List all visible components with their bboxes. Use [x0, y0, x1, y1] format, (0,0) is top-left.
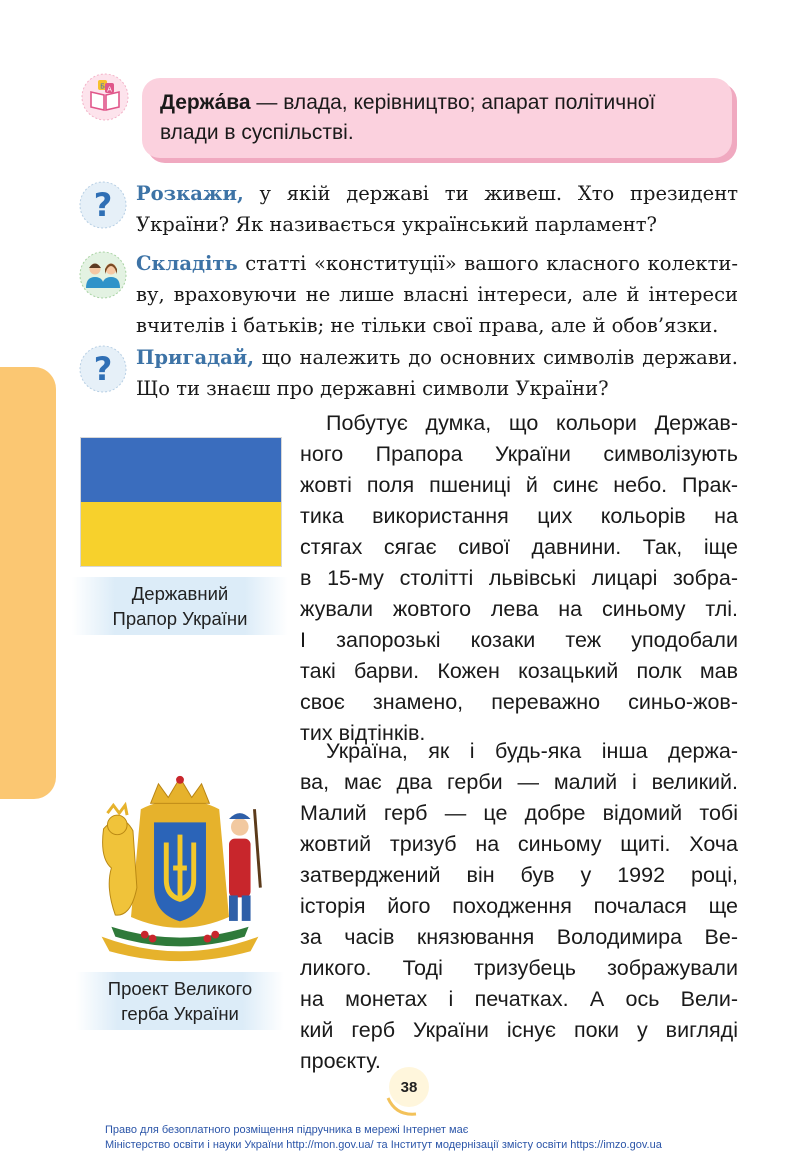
text-line: ликого. Тоді тризубець зображували	[300, 956, 738, 980]
task-text: ву, враховуючи не лише власні інтереси, але й інтереси	[136, 283, 738, 306]
flag-caption	[72, 577, 288, 635]
text-line: тика використання цих кольорів на	[300, 504, 738, 528]
task-keyword: Складіть	[136, 252, 238, 275]
text-line: за часів князювання Володимира Ве-	[300, 925, 738, 949]
ukraine-flag	[80, 437, 282, 567]
text-line: Україна, як і будь-яка інша держа-	[326, 739, 738, 763]
coat-of-arms-caption	[76, 972, 284, 1030]
caption-line: Проект Великого	[107, 978, 253, 999]
text-line: ного Прапора України символізують	[300, 442, 738, 466]
text-line: І запорозькі козаки теж уподобали	[300, 628, 738, 652]
footer-line: Міністерство освіти і науки України http://mon.gov.ua/ та Інститут модернізації змісту освіти https://imzo.gov.ua	[105, 1139, 662, 1151]
text-line: ва, має два герби — малий і великий.	[300, 770, 738, 794]
footer-line: Право для безоплатного розміщення підручника в мережі Інтернет має	[105, 1124, 469, 1136]
task-text: статті «конституції» вашого класного колекти-	[237, 252, 738, 275]
paragraph-coat-of-arms	[300, 736, 738, 1077]
svg-text:А: А	[107, 85, 112, 94]
text-line: жовтий тризуб на синьому щиті. Хоча	[300, 832, 738, 856]
task-recall	[78, 342, 738, 404]
text-line: жовті поля пшениці й синє небо. Прак-	[300, 473, 738, 497]
caption-line: герба України	[121, 1003, 239, 1024]
text-line: такі барви. Кожен козацький полк мав	[300, 659, 738, 683]
text-line: стягах сягає сивої давнини. Так, іще	[300, 535, 738, 559]
task-keyword: Розкажи,	[136, 182, 244, 205]
svg-text:?: ?	[93, 350, 113, 388]
text-line: в 15-му столітті львівські лицарі зобра-	[300, 566, 738, 590]
task-compose	[78, 248, 738, 341]
definition-box	[142, 78, 732, 158]
question-icon	[78, 180, 128, 230]
text-line: Малий герб — це добре відомий тобі	[300, 801, 738, 825]
task-text: у якій державі ти живеш. Хто президент	[243, 182, 738, 205]
footer-notice	[105, 1123, 745, 1153]
text-line: кий герб України існує поки у вигляді	[300, 1018, 738, 1042]
page-number: 38	[389, 1067, 429, 1107]
great-coat-of-arms-image	[82, 770, 278, 966]
caption-line: Прапор України	[112, 608, 248, 629]
text-line: на монетах і печатках. А ось Вели-	[300, 987, 738, 1011]
definition-text-line2: влади в суспільстві.	[160, 121, 354, 144]
text-line: тих відтінків.	[300, 721, 426, 745]
caption-line: Державний	[131, 583, 229, 604]
text-line: своє знамено, переважно синьо-жов-	[300, 690, 738, 714]
definition-text-line1: — влада, керівництво; апарат політичної	[250, 91, 656, 114]
text-line: Побутує думка, що кольори Держав-	[326, 411, 738, 435]
flag-yellow-stripe	[81, 502, 281, 566]
task-text: вчителів і батьків; не тільки свої права, але й обов’язки.	[136, 314, 719, 337]
paragraph-flag	[300, 408, 738, 749]
flag-blue-stripe	[81, 438, 281, 502]
svg-text:?: ?	[93, 186, 113, 224]
definition-term: Держа́ва	[160, 91, 251, 114]
task-text: України? Як називається український парламент?	[136, 213, 657, 236]
text-line: історія його походження почалася ще	[300, 894, 738, 918]
group-icon	[78, 250, 128, 300]
task-tell	[78, 178, 738, 240]
side-tab	[0, 367, 56, 799]
text-line: жували жовтого лева на синьому тлі.	[300, 597, 738, 621]
question-icon	[78, 344, 128, 394]
book-abc-icon	[80, 72, 130, 122]
text-line: затверджений він був у 1992 році,	[300, 863, 738, 887]
task-keyword: Пригадай,	[136, 346, 254, 369]
svg-text:Б: Б	[100, 82, 105, 91]
text-line: проєкту.	[300, 1049, 381, 1073]
task-text: що належить до основних символів держави.	[253, 346, 738, 369]
task-text: Що ти знаєш про державні символи України?	[136, 377, 609, 400]
